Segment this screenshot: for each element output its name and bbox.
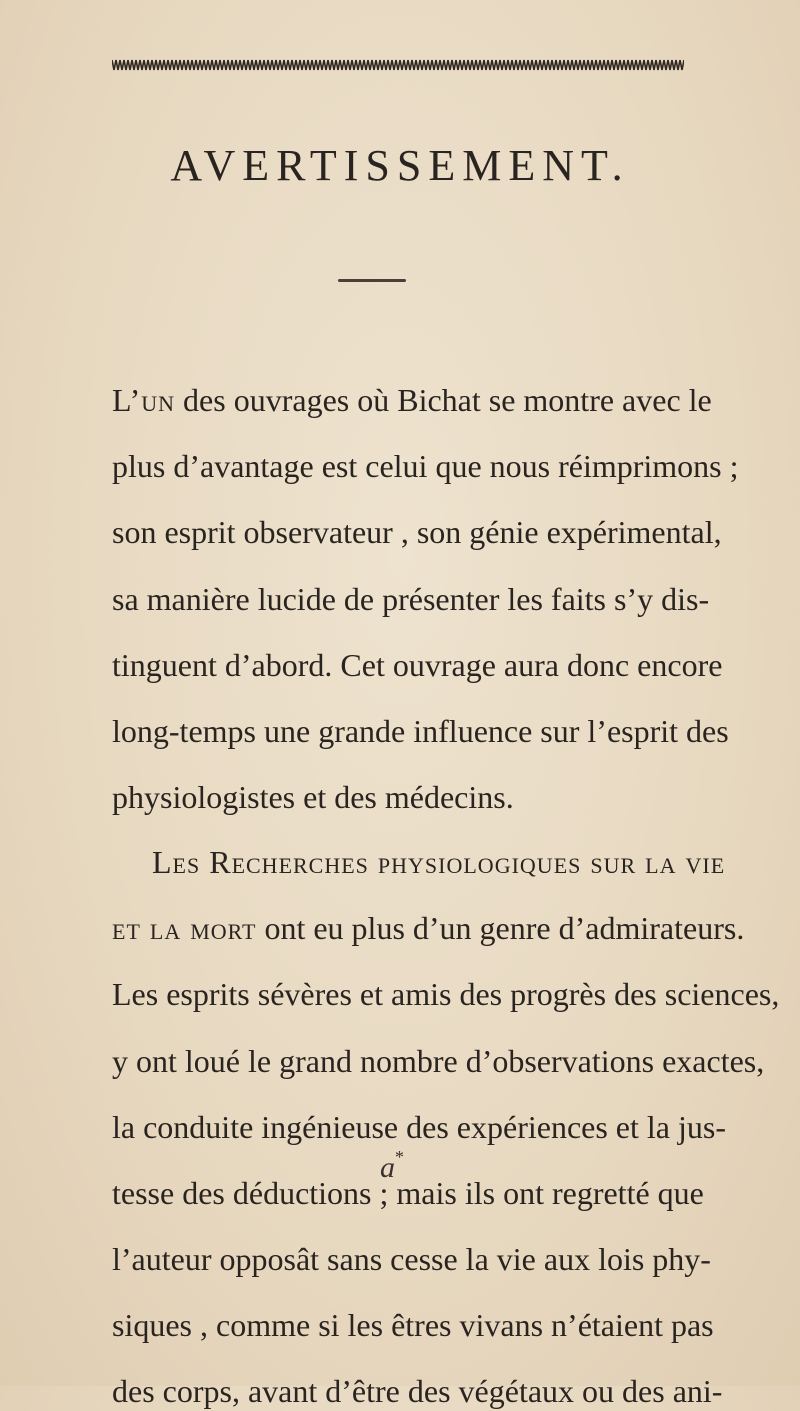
ornamental-rule: [112, 56, 684, 74]
text-line: long-temps une grande influence sur l’esprit des: [112, 713, 729, 749]
text-line: tinguent d’abord. Cet ouvrage aura donc encore: [112, 647, 723, 683]
lead-word: L’un: [112, 382, 176, 418]
text-line: physiologistes et des médecins.: [112, 779, 514, 815]
text-line: la conduite ingénieuse des expériences et la jus-: [112, 1109, 726, 1145]
text-line: sa manière lucide de présenter les faits s’y dis-: [112, 581, 710, 617]
book-title-end: et la mort: [112, 910, 257, 946]
ornament-pattern-icon: [112, 56, 684, 74]
title-divider: [338, 279, 406, 282]
text-line: y ont loué le grand nombre d’observations exactes,: [112, 1043, 765, 1079]
text-line: ont eu plus d’un genre d’admirateurs.: [256, 910, 745, 946]
page-title: AVERTISSEMENT.: [170, 141, 630, 190]
text-line: plus d’avantage est celui que nous réimprimons ;: [112, 448, 739, 484]
text-line: tesse des déductions ; mais ils ont regretté que: [112, 1175, 704, 1211]
paragraph-2-line-2: [112, 908, 745, 948]
book-title: Les Recherches physiologiques sur la vie: [152, 844, 726, 880]
text-line: Les esprits sévères et amis des progrès des sciences,: [112, 976, 780, 1012]
signature-asterisk: *: [395, 1147, 404, 1167]
book-title-line: [112, 842, 726, 882]
text-line: son esprit observateur , son génie expérimental,: [112, 514, 722, 550]
signature-letter: a: [380, 1151, 395, 1184]
signature-mark: [380, 1147, 404, 1185]
text-line: des corps, avant d’être des végétaux ou des ani-: [112, 1373, 723, 1409]
text-line: siques , comme si les êtres vivans n’étaient pas: [112, 1307, 714, 1343]
text-line: des ouvrages où Bichat se montre avec le: [175, 382, 712, 418]
paragraph-1-line-1: [112, 380, 712, 420]
text-line: l’auteur opposât sans cesse la vie aux lois phy-: [112, 1241, 711, 1277]
